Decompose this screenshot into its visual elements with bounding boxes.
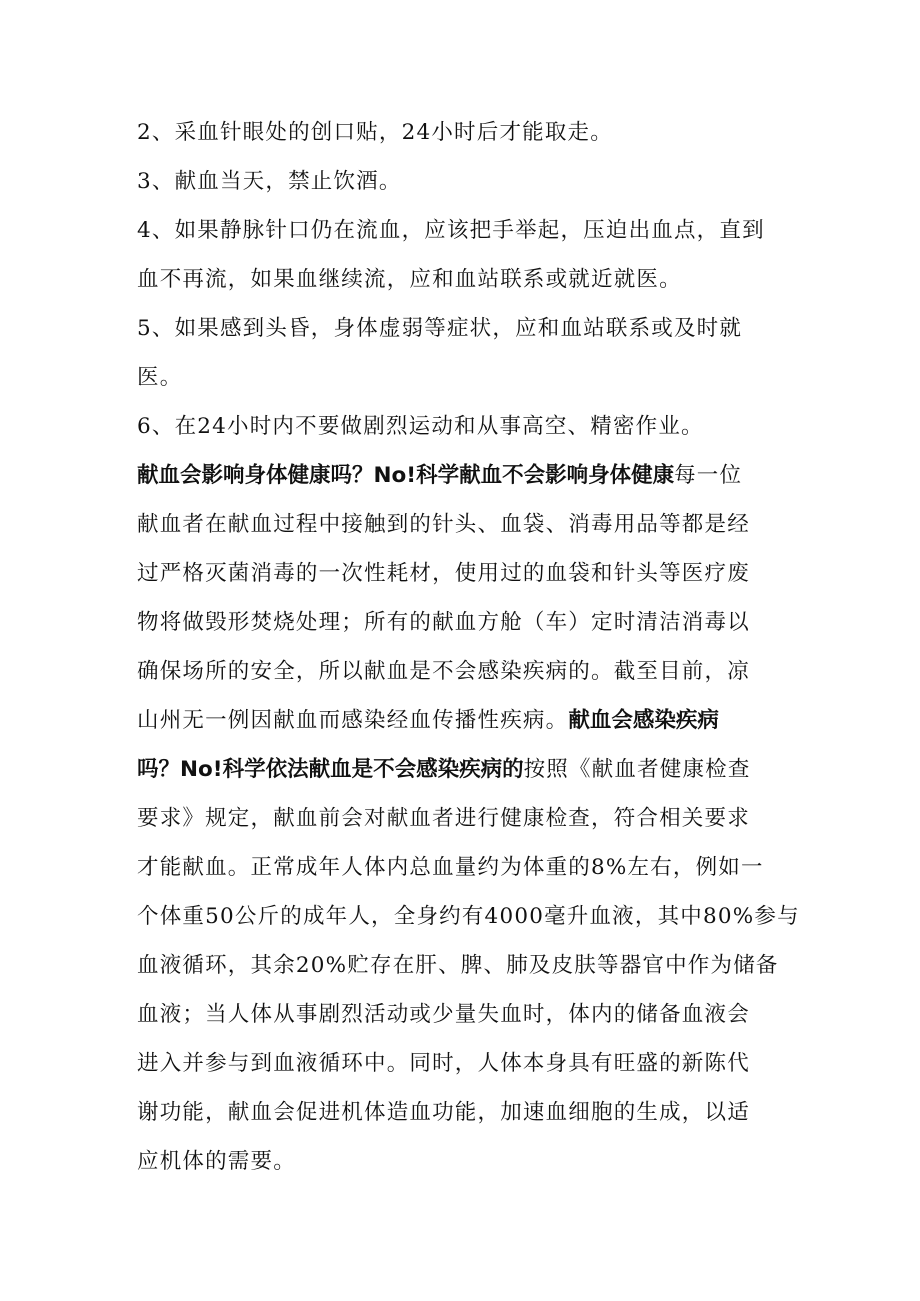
body-text: 2、采血针眼处的创口贴，24小时后才能取走。	[137, 120, 613, 145]
text-line	[137, 304, 787, 353]
body-text: 血液；当人体从事剧烈活动或少量失血时，体内的储备血液会	[137, 1002, 750, 1027]
text-line	[137, 745, 787, 794]
body-text: 血不再流，如果血继续流，应和血站联系或就近就医。	[137, 267, 682, 292]
body-text: 确保场所的安全，所以献血是不会感染疾病的。截至目前，凉	[137, 659, 750, 684]
body-text: 谢功能，献血会促进机体造血功能，加速血细胞的生成，以适	[137, 1100, 750, 1125]
text-line	[137, 157, 787, 206]
body-text: 3、献血当天，禁止饮酒。	[137, 169, 402, 194]
document-page	[137, 108, 800, 1186]
body-text: 物将做毁形焚烧处理；所有的献血方舱（车）定时清洁消毒以	[137, 610, 750, 635]
text-line	[137, 941, 787, 990]
body-text: 过严格灭菌消毒的一次性耗材，使用过的血袋和针头等医疗废	[137, 561, 750, 586]
body-text: 个体重50公斤的成年人，全身约有4000毫升血液，其中80%参与	[137, 904, 800, 929]
text-line	[137, 549, 787, 598]
text-line	[137, 353, 787, 402]
text-line	[137, 696, 787, 745]
text-line	[137, 1137, 787, 1186]
body-text: 血液循环，其余20%贮存在肝、脾、肺及皮肤等器官中作为储备	[137, 953, 779, 978]
body-text: 应机体的需要。	[137, 1149, 296, 1174]
bold-heading-text: 献血会感染疾病	[568, 708, 719, 733]
text-line	[137, 647, 787, 696]
text-line	[137, 990, 787, 1039]
text-line	[137, 500, 787, 549]
text-line	[137, 1039, 787, 1088]
body-text: 医。	[137, 365, 183, 390]
body-text: 按照《献血者健康检查	[523, 757, 751, 782]
text-line	[137, 1088, 787, 1137]
body-text: 4、如果静脉针口仍在流血，应该把手举起，压迫出血点，直到	[137, 218, 765, 243]
text-line	[137, 402, 787, 451]
text-line	[137, 892, 800, 941]
text-line	[137, 206, 787, 255]
text-line	[137, 451, 787, 500]
text-line	[137, 598, 787, 647]
text-line	[137, 255, 787, 304]
text-line	[137, 794, 787, 843]
body-text: 进入并参与到血液循环中。同时，人体本身具有旺盛的新陈代	[137, 1051, 750, 1076]
body-text: 山州无一例因献血而感染经血传播性疾病。	[137, 708, 569, 733]
body-text: 每一位	[674, 463, 743, 488]
bold-heading-text: 吗？No!科学依法献血是不会感染疾病的	[137, 757, 524, 782]
bold-heading-text: 献血会影响身体健康吗？No!科学献血不会影响身体健康	[137, 463, 675, 488]
body-text: 6、在24小时内不要做剧烈运动和从事高空、精密作业。	[137, 414, 704, 439]
text-line	[137, 108, 787, 157]
body-text: 要求》规定，献血前会对献血者进行健康检查，符合相关要求	[137, 806, 750, 831]
body-text: 5、如果感到头昏，身体虚弱等症状，应和血站联系或及时就	[137, 316, 743, 341]
body-text: 才能献血。正常成年人体内总血量约为体重的8%左右，例如一	[137, 855, 764, 880]
text-line	[137, 843, 787, 892]
body-text: 献血者在献血过程中接触到的针头、血袋、消毒用品等都是经	[137, 512, 750, 537]
